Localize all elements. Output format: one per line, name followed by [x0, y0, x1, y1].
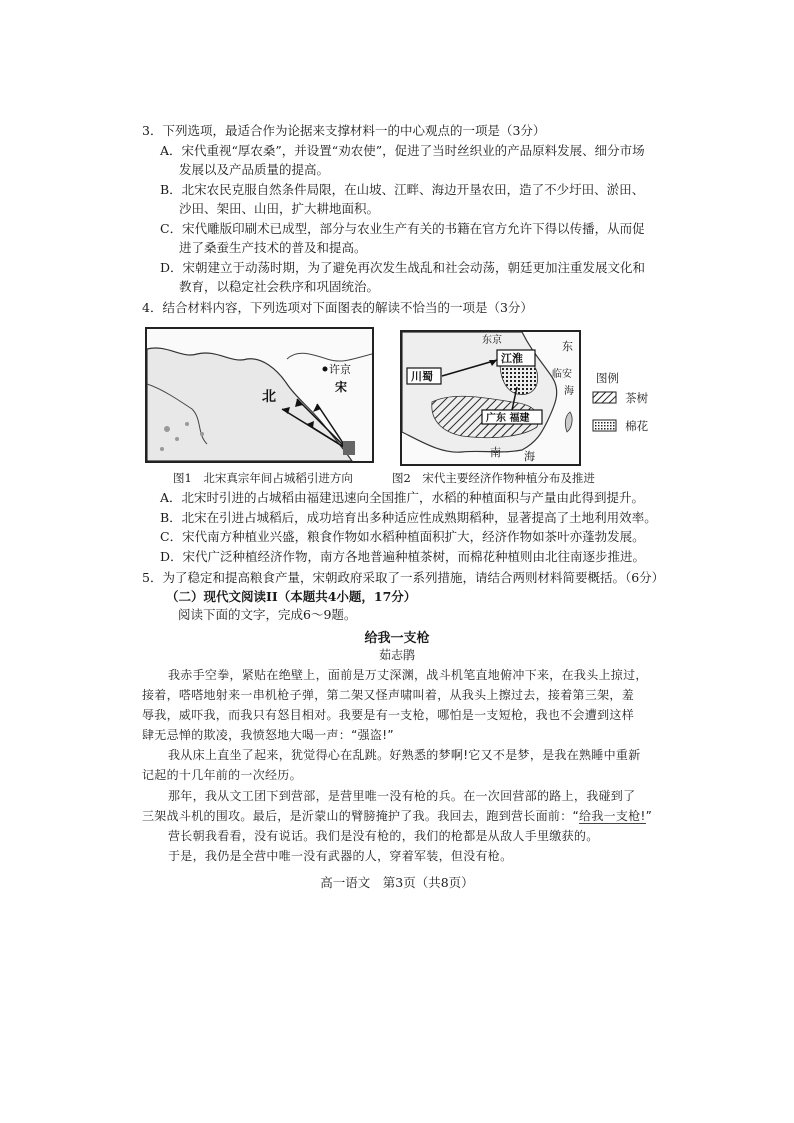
story-author: 茹志鹃	[378, 648, 415, 662]
map2-label-jianghuai: 江淮	[501, 352, 523, 365]
q4-option-c: C．宋代南方种植业兴盛，粮食作物如水稻种植面积扩大，经济作物如茶叶亦蓬勃发展。	[160, 529, 645, 544]
question-3-stem: 3．下列选项，最适合作为论据来支撑材料一的中心观点的一项是（3分）	[142, 123, 546, 138]
story-p3-line2-text: 三架战斗机的围攻。最后，是沂蒙山的臂膀掩护了我。我回去，跑到营长面前：“	[142, 809, 580, 823]
map1-label-xujing: 许京	[329, 363, 351, 376]
story-p4-line1: 营长朝我看看，没有说话。我们是没有枪的，我们的枪都是从敌人手里缴获的。	[168, 829, 599, 843]
map2-label-hai: 海	[564, 386, 574, 397]
map2-label-dongjing: 东京	[482, 335, 502, 346]
map1-label-bei: 北	[262, 389, 276, 405]
map-1-drawing	[147, 329, 372, 461]
map-1-figure	[145, 327, 374, 463]
q3-option-d-line2: 教育，以稳定社会秩序和巩固统治。	[179, 279, 380, 294]
legend-cotton-swatch	[592, 419, 618, 433]
map-2-drawing	[402, 332, 579, 464]
story-p3-line1: 那年，我从文工团下到营部，是营里唯一没有枪的兵。在一次回营部的路上，我碰到了	[168, 789, 636, 803]
legend-cotton-label: 棉花	[625, 419, 649, 433]
map2-label-nan: 南	[490, 446, 501, 459]
story-p2-line2: 记起的十几年前的一次经历。	[142, 768, 302, 782]
legend-tea	[592, 390, 649, 409]
question-5-stem: 5．为了稳定和提高粮食产量，宋朝政府采取了一系列措施，请结合两则材料简要概括。（6分）	[142, 570, 665, 585]
story-p1-line1: 我赤手空拳，紧贴在绝壁上，面前是万丈深渊，战斗机笔直地俯冲下来，在我头上掠过，	[168, 668, 648, 682]
map-1-caption: 图1 北宋真宗年间占城稻引进方向	[173, 471, 353, 485]
section-2-title: （二）现代文阅读II（本题共4小题，17分）	[166, 589, 417, 604]
map1-label-song: 宋	[335, 380, 348, 394]
q3-option-b-line2: 沙田、架田、山田，扩大耕地面积。	[179, 201, 380, 216]
map2-label-chuanshu: 川蜀	[411, 370, 433, 383]
q3-option-b-line1: B．北宋农民克服自然条件局限，在山坡、江畔、海边开垦农田，造了不少圩田、淤田、	[160, 182, 645, 197]
q3-option-a-line2: 发展以及产品质量的提高。	[179, 162, 330, 177]
q3-option-c-line1: C．宋代雕版印刷术已成型，部分与农业生产有关的书籍在官方允许下得以传播，从而促	[160, 221, 645, 236]
section-2-instruction: 阅读下面的文字，完成6～9题。	[178, 607, 357, 622]
story-p3-line2	[142, 806, 652, 826]
q3-option-d-line1: D．宋朝建立于动荡时期，为了避免再次发生战乱和社会动荡，朝廷更加注重发展文化和	[160, 260, 646, 275]
story-p3-quote: 给我一支枪!	[579, 809, 646, 823]
story-title: 给我一支枪	[364, 631, 430, 646]
q3-option-a-line1: A．宋代重视“厚农桑”，并设置“劝农使”，促进了当时丝织业的产品原料发展、细分市场	[160, 143, 645, 158]
q4-option-b: B．北宋在引进占城稻后，成功培育出多种适应性成熟期稻种，显著提高了土地利用效率。	[160, 510, 657, 525]
map2-label-guangdong-fujian: 广东 福建	[486, 413, 530, 424]
map-2-figure	[400, 330, 581, 466]
story-p3-quote-end: ”	[645, 809, 653, 823]
q3-option-c-line2: 进了桑蚕生产技术的普及和提高。	[179, 240, 367, 255]
map2-label-dong: 东	[562, 340, 573, 353]
legend-tea-label: 茶树	[625, 391, 649, 405]
story-p1-line2: 接着，嗒嗒地射来一串机枪子弹，第二架又怪声啸叫着，从我头上擦过去，接着第三架，羞	[142, 688, 635, 702]
legend-tea-swatch	[592, 391, 618, 405]
legend-cotton	[592, 418, 649, 437]
map2-label-linan: 临安	[552, 369, 572, 380]
legend-title: 图例	[596, 371, 619, 385]
page-footer: 高一语文 第3页（共8页）	[320, 875, 474, 890]
story-p5-line1: 于是，我仍是全营中唯一没有武器的人，穿着军装，但没有枪。	[168, 849, 513, 863]
q4-option-d: D．宋代广泛种植经济作物，南方各地普遍种植茶树，而棉花种植则由北往南逐步推进。	[160, 549, 646, 564]
story-p1-line3: 辱我，威吓我，而我只有怒目相对。我要是有一支枪，哪怕是一支短枪，我也不会遭到这样	[142, 708, 635, 722]
story-p2-line1: 我从床上直坐了起来，犹觉得心在乱跳。好熟悉的梦啊!它又不是梦，是我在熟睡中重新	[168, 748, 641, 762]
map-2-caption: 图2 宋代主要经济作物种植分布及推进	[392, 471, 595, 485]
q4-option-a: A．北宋时引进的占城稻由福建迅速向全国推广，水稻的种植面积与产量由此得到提升。	[160, 490, 645, 505]
story-p1-line4: 肆无忌惮的欺凌，我愤怒地大喝一声：“强盗!”	[142, 728, 394, 742]
question-4-stem: 4．结合材料内容，下列选项对下面图表的解读不恰当的一项是（3分）	[142, 300, 533, 315]
map2-label-nanhai: 海	[524, 450, 535, 463]
